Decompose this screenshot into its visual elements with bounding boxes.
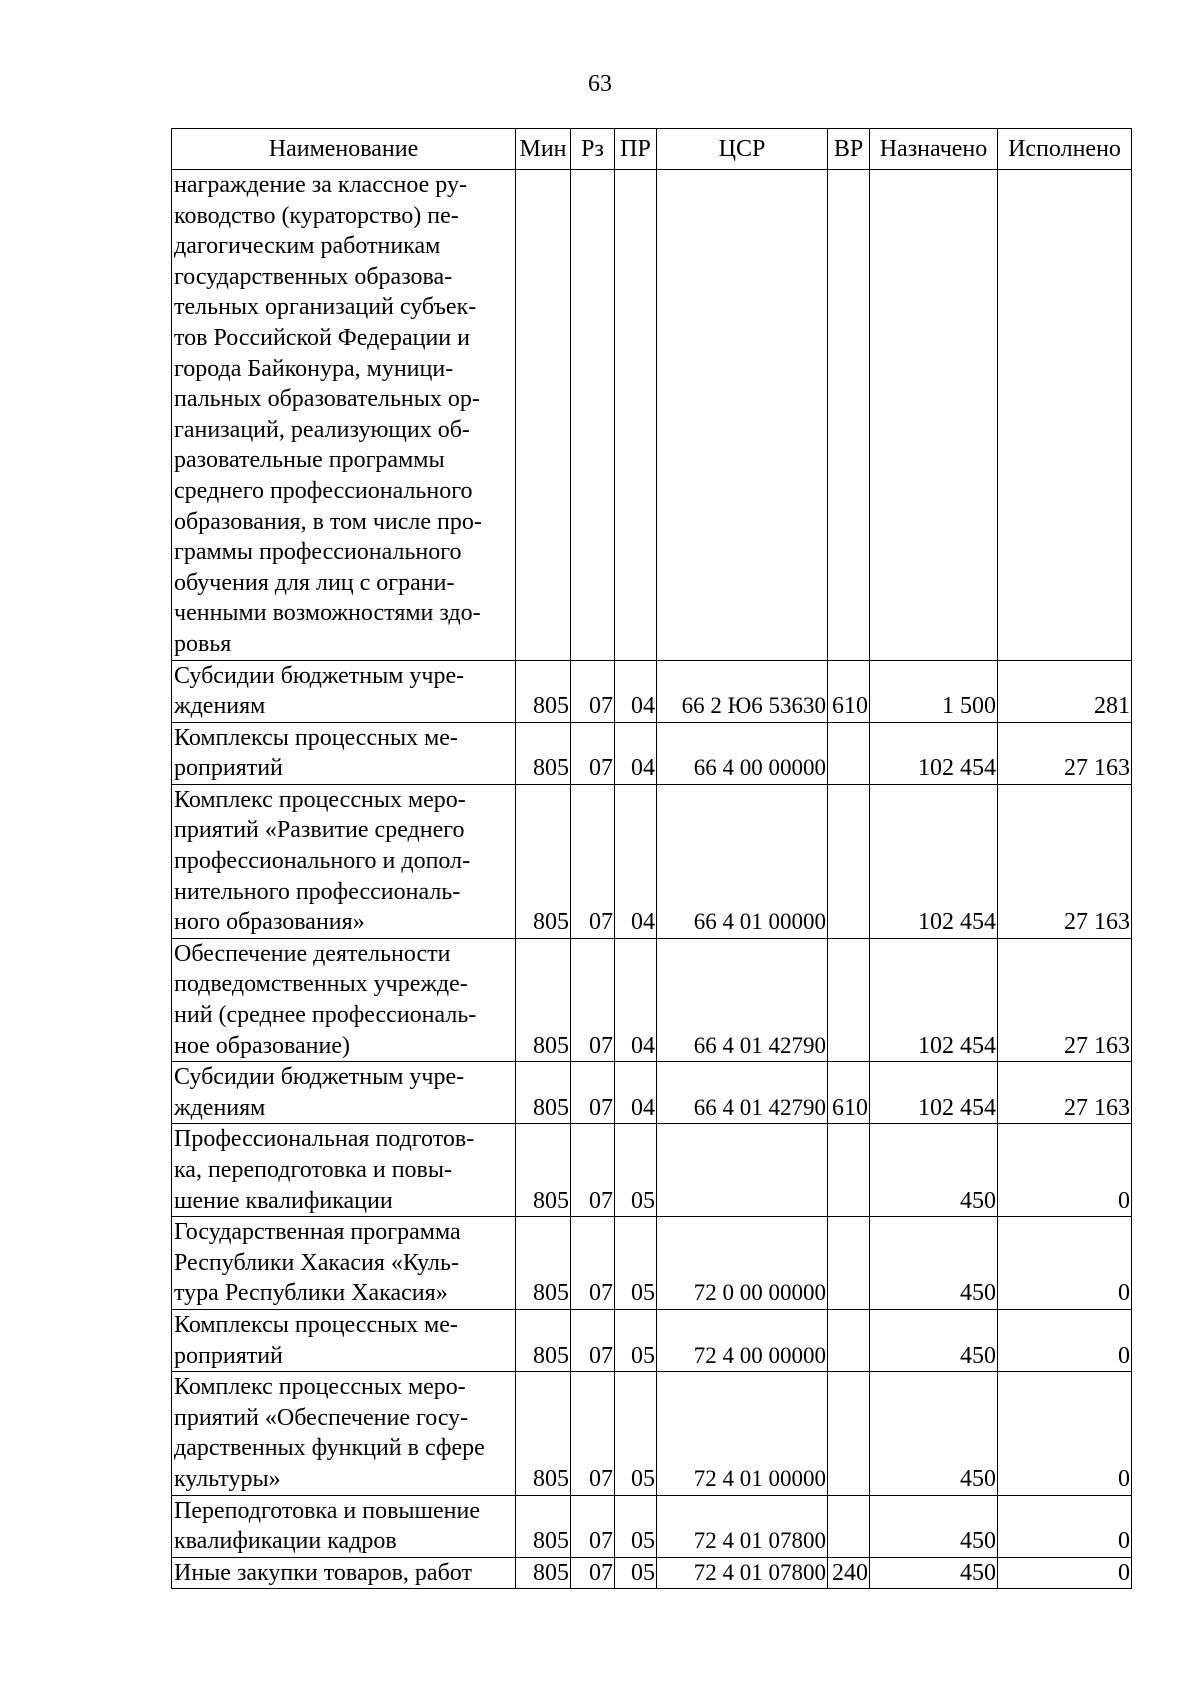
row-rz: 07 — [571, 1372, 615, 1495]
row-name — [172, 1557, 516, 1589]
row-executed: 27 163 — [998, 938, 1132, 1061]
row-rz: 07 — [571, 1557, 615, 1589]
row-executed: 0 — [998, 1372, 1132, 1495]
row-rz: 07 — [571, 1217, 615, 1310]
row-executed — [998, 170, 1132, 661]
row-min: 805 — [516, 1309, 571, 1371]
row-name — [172, 722, 516, 784]
row-min: 805 — [516, 784, 571, 938]
table-row — [172, 1217, 1132, 1310]
row-planned: 450 — [870, 1495, 998, 1557]
row-min: 805 — [516, 1495, 571, 1557]
row-pr: 05 — [615, 1557, 657, 1589]
row-planned: 450 — [870, 1217, 998, 1310]
row-pr: 04 — [615, 1062, 657, 1124]
row-rz: 07 — [571, 1124, 615, 1217]
row-executed: 281 — [998, 660, 1132, 722]
table-row — [172, 722, 1132, 784]
row-vr — [828, 1372, 870, 1495]
row-planned: 450 — [870, 1124, 998, 1217]
row-executed: 0 — [998, 1309, 1132, 1371]
row-pr: 05 — [615, 1309, 657, 1371]
row-planned: 102 454 — [870, 938, 998, 1061]
row-rz — [571, 170, 615, 661]
row-name-text: Обеспечение деятельности подведомственных учрежде- ний (среднее профессиональ- ное образование) — [174, 940, 477, 1059]
row-rz: 07 — [571, 1309, 615, 1371]
row-csr: 72 0 00 00000 — [657, 1217, 828, 1310]
row-csr: 66 4 01 42790 — [657, 938, 828, 1061]
row-pr: 05 — [615, 1124, 657, 1217]
row-pr — [615, 170, 657, 661]
budget-table — [171, 128, 1132, 1589]
row-pr: 05 — [615, 1372, 657, 1495]
table-row — [172, 660, 1132, 722]
row-name — [172, 1372, 516, 1495]
row-min: 805 — [516, 1062, 571, 1124]
row-vr — [828, 1217, 870, 1310]
table-row — [172, 1557, 1132, 1589]
row-rz: 07 — [571, 660, 615, 722]
header-executed: Исполнено — [998, 129, 1132, 170]
row-name-text: Субсидии бюджетным учре- ждениям — [174, 1064, 465, 1121]
row-csr: 72 4 01 00000 — [657, 1372, 828, 1495]
header-row — [172, 129, 1132, 170]
row-name-text: награждение за классное ру- ководство (кураторство) пе- дагогическим работникам государственных образова- тельных организаций субъек- тов Российской Федерации и города Байконура, муници- пальных образовательных ор- ганизаций, реализующих об- разовательные программы среднего профессионального образования, в том числе про- граммы профессионального обучения для лиц с ограни- ченными возможностями здо- ровья — [174, 172, 482, 657]
row-csr: 72 4 01 07800 — [657, 1557, 828, 1589]
row-min — [516, 170, 571, 661]
table-row — [172, 1124, 1132, 1217]
row-csr: 72 4 01 07800 — [657, 1495, 828, 1557]
row-pr: 04 — [615, 722, 657, 784]
table-row — [172, 938, 1132, 1061]
row-name — [172, 1309, 516, 1371]
row-executed: 0 — [998, 1557, 1132, 1589]
row-csr: 66 4 01 00000 — [657, 784, 828, 938]
row-vr — [828, 170, 870, 661]
table-row — [172, 1309, 1132, 1371]
row-rz: 07 — [571, 1495, 615, 1557]
row-name-text: Субсидии бюджетным учре- ждениям — [174, 662, 465, 720]
row-rz: 07 — [571, 722, 615, 784]
row-name — [172, 784, 516, 938]
row-vr — [828, 1495, 870, 1557]
row-vr: 240 — [828, 1557, 870, 1589]
header-rz: Рз — [571, 129, 615, 170]
row-min: 805 — [516, 1372, 571, 1495]
row-vr — [828, 1124, 870, 1217]
header-pr: ПР — [615, 129, 657, 170]
row-min: 805 — [516, 938, 571, 1061]
row-name-text: Переподготовка и повышение квалификации кадров — [174, 1497, 480, 1555]
row-executed: 27 163 — [998, 1062, 1132, 1124]
row-planned — [870, 170, 998, 661]
row-name-text: Комплекс процессных меро- приятий «Развитие среднего профессионального и допол- нительного профессиональ- ного образования» — [174, 786, 471, 936]
table-header — [172, 129, 1132, 170]
row-planned: 450 — [870, 1372, 998, 1495]
row-name-text: Комплексы процессных ме- роприятий — [174, 724, 458, 782]
row-vr: 610 — [828, 660, 870, 722]
row-name-text: Иные закупки товаров, работ — [174, 1559, 472, 1586]
row-rz: 07 — [571, 784, 615, 938]
row-planned: 1 500 — [870, 660, 998, 722]
row-name — [172, 660, 516, 722]
row-rz: 07 — [571, 1062, 615, 1124]
row-name — [172, 1062, 516, 1124]
header-planned: Назначено — [870, 129, 998, 170]
row-pr: 04 — [615, 938, 657, 1061]
table-row — [172, 1495, 1132, 1557]
row-name-text: Комплексы процессных ме- роприятий — [174, 1311, 458, 1369]
row-executed: 0 — [998, 1124, 1132, 1217]
row-csr: 66 4 00 00000 — [657, 722, 828, 784]
row-name — [172, 1124, 516, 1217]
table-body — [172, 170, 1132, 1589]
row-planned: 102 454 — [870, 784, 998, 938]
row-vr — [828, 784, 870, 938]
row-executed: 27 163 — [998, 722, 1132, 784]
header-name: Наименование — [172, 129, 516, 170]
table-row — [172, 784, 1132, 938]
table-row — [172, 1062, 1132, 1124]
row-executed: 27 163 — [998, 784, 1132, 938]
row-csr — [657, 170, 828, 661]
row-pr: 05 — [615, 1217, 657, 1310]
row-csr: 66 2 Ю6 53630 — [657, 660, 828, 722]
row-vr — [828, 1309, 870, 1371]
row-name-text: Комплекс процессных меро- приятий «Обеспечение госу- дарственных функций в сфере культуры» — [174, 1374, 485, 1492]
row-name — [172, 1495, 516, 1557]
row-csr: 72 4 00 00000 — [657, 1309, 828, 1371]
row-planned: 450 — [870, 1309, 998, 1371]
table-row — [172, 170, 1132, 661]
row-name-text: Профессиональная подготов- ка, переподготовка и повы- шение квалификации — [174, 1126, 475, 1214]
page-number: 63 — [588, 71, 612, 97]
row-min: 805 — [516, 1557, 571, 1589]
row-min: 805 — [516, 1124, 571, 1217]
row-name — [172, 938, 516, 1061]
row-planned: 102 454 — [870, 722, 998, 784]
row-rz: 07 — [571, 938, 615, 1061]
row-name — [172, 170, 516, 661]
row-pr: 04 — [615, 784, 657, 938]
row-min: 805 — [516, 660, 571, 722]
row-executed: 0 — [998, 1495, 1132, 1557]
row-min: 805 — [516, 1217, 571, 1310]
header-vr: ВР — [828, 129, 870, 170]
header-min: Мин — [516, 129, 571, 170]
row-executed: 0 — [998, 1217, 1132, 1310]
row-csr: 66 4 01 42790 — [657, 1062, 828, 1124]
row-vr — [828, 938, 870, 1061]
row-csr — [657, 1124, 828, 1217]
row-name-text: Государственная программа Республики Хакасия «Куль- тура Республики Хакасия» — [174, 1219, 461, 1307]
row-planned: 450 — [870, 1557, 998, 1589]
row-pr: 05 — [615, 1495, 657, 1557]
table-row — [172, 1372, 1132, 1495]
row-name — [172, 1217, 516, 1310]
row-min: 805 — [516, 722, 571, 784]
row-pr: 04 — [615, 660, 657, 722]
row-vr: 610 — [828, 1062, 870, 1124]
header-csr: ЦСР — [657, 129, 828, 170]
row-planned: 102 454 — [870, 1062, 998, 1124]
row-vr — [828, 722, 870, 784]
